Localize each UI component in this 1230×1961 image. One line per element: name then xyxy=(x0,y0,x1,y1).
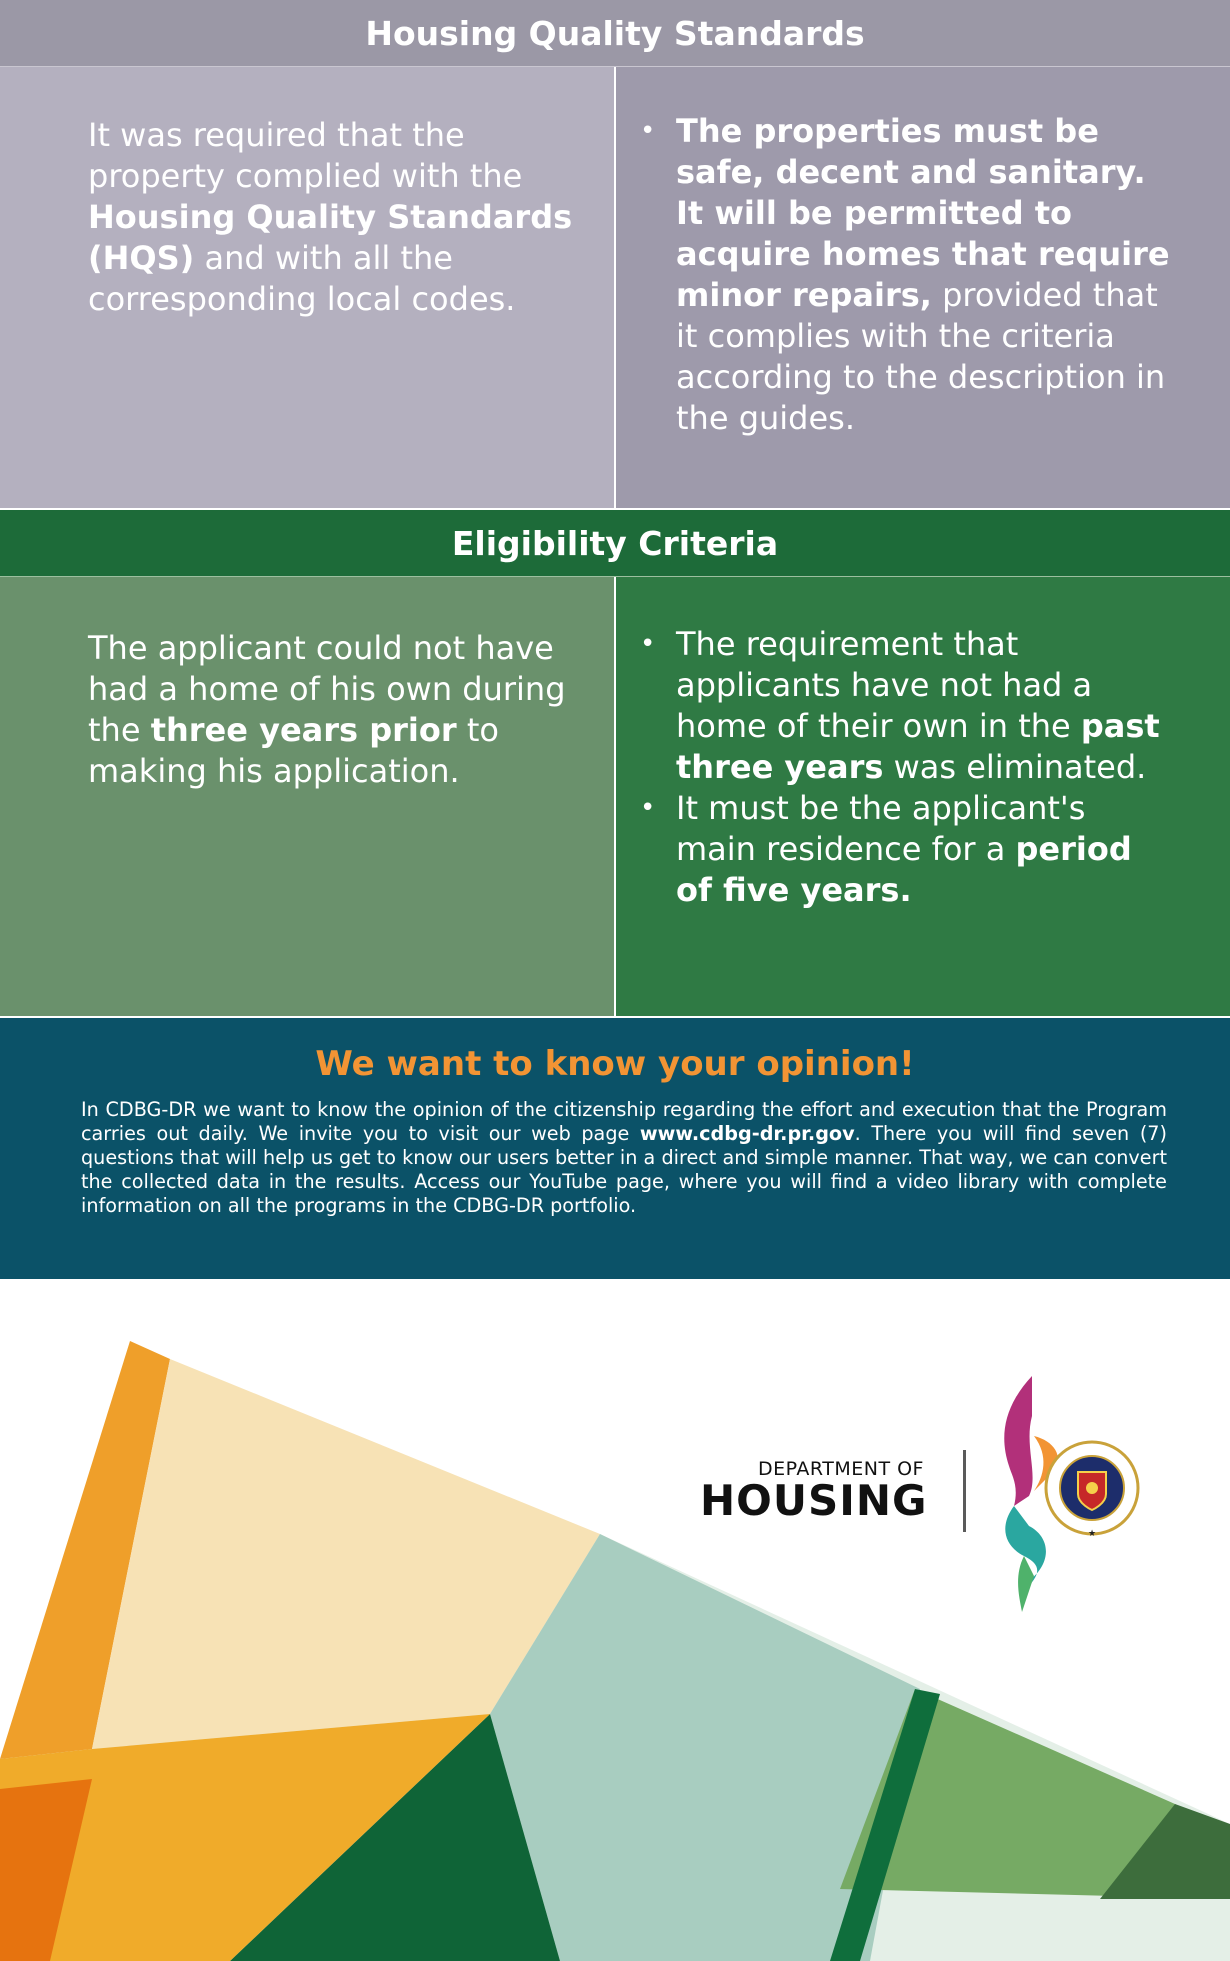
eligibility-b1-text: The requirement that applicants have not had a home of their own in the xyxy=(676,625,1093,745)
eligibility-title: Eligibility Criteria xyxy=(451,523,779,563)
hqs-left-bold: Housing Quality Standards (HQS) xyxy=(88,198,573,277)
dept-big-text: HOUSING xyxy=(700,1476,928,1525)
seal-star: ★ xyxy=(1087,1529,1097,1539)
hqs-bullet-item xyxy=(640,111,1170,439)
eligibility-b2-bold: period of five years. xyxy=(676,830,1132,909)
logo-divider xyxy=(963,1450,966,1532)
hqs-title: Housing Quality Standards xyxy=(365,13,865,53)
opinion-title: We want to know your opinion! xyxy=(315,1044,915,1084)
opinion-text-1: In CDBG-DR we want to know the opinion of the citizenship regarding the effort and execution that the Program carries out daily. We invite you to visit our web page xyxy=(81,1098,1167,1145)
hqs-left-text-2: and with all the corresponding local codes. xyxy=(88,239,516,318)
hqs-previous-requirement xyxy=(88,115,574,320)
hqs-bullet-bold: The properties must be safe, decent and sanitary. It will be permitted to acquire homes that require minor repairs, xyxy=(676,112,1170,314)
hqs-header xyxy=(0,0,1230,67)
eligibility-left-text-2: to making his application. xyxy=(88,711,499,790)
eligibility-previous-requirement xyxy=(88,628,574,792)
department-of-housing-logo xyxy=(700,1458,928,1525)
eligibility-left-panel xyxy=(0,577,614,1016)
hqs-left-text-1: It was required that the property complied with the xyxy=(88,116,523,195)
dept-small-text: DEPARTMENT OF xyxy=(758,1458,924,1480)
eligibility-bullet-list xyxy=(640,624,1170,911)
hqs-left-panel xyxy=(0,67,614,508)
opinion-text-2: . There you will find seven (7) questions that will help us get to know our users better in a direct and simple manner. That way, we can convert the collected data in the results. Access our YouTube page, where you will find a video library with complete information on all the programs in the CDBG-DR portfolio. xyxy=(81,1122,1168,1217)
eligibility-left-text-1: The applicant could not have had a home of his own during the xyxy=(88,629,566,749)
eligibility-left-bold: three years prior xyxy=(150,711,457,749)
opinion-section xyxy=(0,1018,1230,1279)
website-link[interactable]: www.cdbg-dr.pr.gov xyxy=(639,1122,855,1145)
eligibility-bullet-item-2 xyxy=(640,788,1170,911)
ribbon-magenta xyxy=(1004,1376,1032,1506)
eligibility-b1-text-2: was eliminated. xyxy=(883,748,1147,786)
eligibility-header xyxy=(0,510,1230,577)
hqs-bullet-list xyxy=(640,111,1170,439)
opinion-paragraph xyxy=(81,1098,1167,1218)
hqs-right-panel xyxy=(616,67,1230,508)
eligibility-right-panel xyxy=(616,577,1230,1016)
government-seal-logo xyxy=(994,1376,1144,1612)
eligibility-b1-bold: past three years xyxy=(676,707,1160,786)
eligibility-b2-text: It must be the applicant's main residence for a xyxy=(676,789,1086,868)
ribbon-green xyxy=(1018,1556,1034,1612)
seal-emblem xyxy=(1086,1482,1098,1494)
hqs-bullet-text: provided that it complies with the criteria according to the description in the guides. xyxy=(676,276,1166,437)
eligibility-bullet-item-1 xyxy=(640,624,1170,788)
